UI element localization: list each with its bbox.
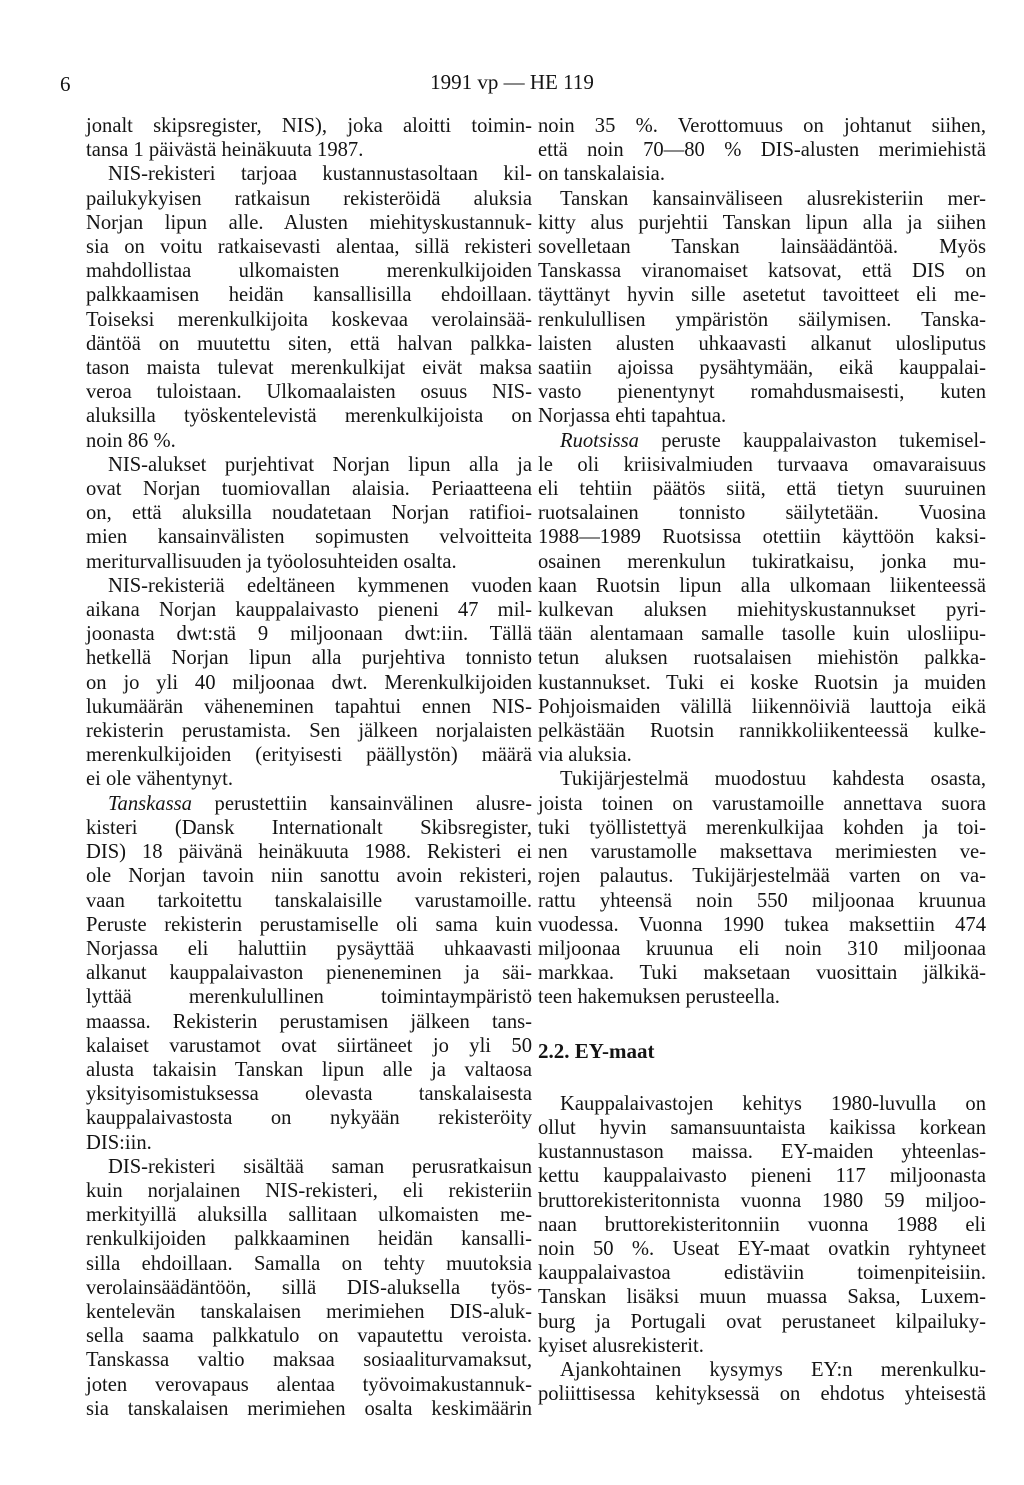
- text-line: on tanskalaisia.: [538, 163, 665, 186]
- text-line: tetun aluksen ruotsalaisen miehistön palkka-: [538, 647, 986, 670]
- text-line: Tanskan lisäksi muun muassa Saksa, Luxem-: [538, 1286, 986, 1309]
- text-line: Tanskassa viranomaiset katsovat, että DIS on: [538, 260, 986, 283]
- text-line: on jo yli 40 miljoonaa dwt. Merenkulkijoiden: [86, 671, 532, 694]
- text-line: naan bruttorekisteritonniin vuonna 1988 eli: [538, 1213, 986, 1236]
- text-line: veroa tuloistaan. Ulkomaalaisten osuus NIS-: [86, 381, 532, 404]
- text-line: sella saama palkkatulo on vapautettu veroista.: [86, 1325, 532, 1348]
- text-line: lukumäärän väheneminen tapahtui ennen NIS-: [86, 695, 532, 718]
- text-line: burg ja Portugali ovat perustaneet kilpailuky-: [538, 1310, 986, 1333]
- text-line: vasto pienentynyt romahdusmaisesti, kuten: [538, 381, 986, 404]
- page-number: 6: [60, 72, 71, 96]
- text-line: pelkästään Ruotsin rannikkoliikenteessä kulke-: [538, 720, 986, 743]
- right-column-text-after-heading: [538, 1092, 986, 1407]
- text-line: poliittisessa kehityksessä on ehdotus yhteisestä: [538, 1383, 986, 1406]
- text-line: kentelevän tanskalaisen merimiehen DIS-aluk-: [86, 1300, 532, 1323]
- text-line: vaan tarkoitettu tanskalaisille varustamoille.: [86, 889, 532, 912]
- text-line: joten verovapaus alentaa työvoimakustannuk-: [86, 1373, 532, 1396]
- text-line: saatiin ajoissa pysähtymään, eikä kauppalai-: [538, 357, 986, 380]
- text-line: Ajankohtainen kysymys EY:n merenkulku-: [560, 1358, 986, 1381]
- text-line: tuki työllistettyä merenkulkijaa kohden ja toi-: [538, 816, 986, 839]
- text-line: renkulullisen ympäristön säilymisen. Tanska-: [538, 308, 986, 331]
- running-header: 1991 vp — HE 119: [430, 70, 594, 94]
- text-line: palkkaamisen heidän kansallisilla ehdoillaan.: [86, 284, 532, 307]
- text-line: däntöä on muutettu siten, että halvan palkka-: [86, 332, 532, 355]
- italic-country-name: Ruotsissa: [560, 429, 639, 452]
- text-line: silla ehdoillaan. Samalla on tehty muutoksia: [86, 1252, 532, 1275]
- text-line: tään alentamaan samalle tasolle kuin ulosliipu-: [538, 623, 986, 646]
- text-line: Tukijärjestelmä muodostuu kahdesta osasta,: [560, 768, 986, 791]
- text-line: rojen palautus. Tukijärjestelmää varten on va-: [538, 865, 986, 888]
- text-line: ollut hyvin samansuuntaista kaikissa korkean: [538, 1116, 986, 1139]
- text-line: verolainsäädäntöön, sillä DIS-aluksella työs-: [86, 1276, 532, 1299]
- text-line: le oli kriisivalmiuden turvaava omavaraisuus: [538, 453, 986, 476]
- text-line: markkaa. Tuki maksetaan vuosittain jälkikä-: [538, 962, 986, 985]
- text-line: kisteri (Dansk Internationalt Skibsregister,: [86, 816, 532, 839]
- text-line: Norjassa ehti tapahtua.: [538, 405, 727, 428]
- text-line: alusta takaisin Tanskan lipun alle ja valtaosa: [86, 1058, 532, 1081]
- text-line: maassa. Rekisterin perustamisen jälkeen tans-: [86, 1010, 532, 1033]
- text-line: jonalt skipsregister, NIS), joka aloitti toimin-: [86, 115, 532, 137]
- text-line: renkulkijoiden palkkaaminen heidän kansalli-: [86, 1228, 532, 1251]
- text-line: [538, 429, 986, 453]
- text-line: ole Norjan tavoin niin sanottu avoin rekisteri,: [86, 865, 532, 888]
- text-line: sia on voitu ratkaisevasti alentaa, sillä rekisteri: [86, 236, 532, 259]
- text-line: NIS-rekisteri tarjoaa kustannustasoltaan kil-: [108, 163, 532, 186]
- text-line: joista toinen on varustamoille annettava suora: [538, 792, 986, 815]
- text-line: DIS) 18 päivänä heinäkuuta 1988. Rekisteri ei: [86, 841, 532, 864]
- text-line: Pohjoismaiden välillä liikennöiviä lauttoja eikä: [538, 695, 986, 718]
- text-line: osainen merenkulun tukiratkaisu, jonka mu-: [538, 550, 986, 573]
- text-line: miljoonaa kruunua eli noin 310 miljoonaa: [538, 937, 986, 960]
- text-line: mahdollistaa ulkomaisten merenkulkijoiden: [86, 260, 532, 283]
- text-line: merkityillä aluksilla sallitaan ulkomaisten me-: [86, 1204, 532, 1227]
- text-line: tason maista tulevat merenkulkijat eivät maksa: [86, 357, 532, 380]
- text-line: Toiseksi merenkulkijoita koskevaa verolainsää-: [86, 308, 532, 331]
- text-line: hetkellä Norjan lipun alla purjehtiva tonnisto: [86, 647, 532, 670]
- text-line: kustannustason maissa. EY-maiden yhteenlas-: [538, 1141, 986, 1164]
- text-line: pailukykyisen ratkaisun rekisteröidä aluksia: [86, 187, 532, 210]
- text-line: vuodessa. Vuonna 1990 tukea maksettiin 474: [538, 913, 986, 936]
- text-line: Tanskan kansainväliseen alusrekisteriin mer-: [560, 187, 986, 210]
- text-line: DIS-rekisteri sisältää saman perusratkaisun: [108, 1155, 532, 1178]
- text-line: sia tanskalaisen merimiehen osalta keskimäärin: [86, 1397, 532, 1420]
- text-line: kauppalaivastosta on nykyään rekisteröity: [86, 1107, 532, 1130]
- right-column: [538, 114, 986, 1406]
- text-line: että noin 70—80 % DIS-alusten merimiehistä: [538, 139, 986, 162]
- text-line: kalaiset varustamot ovat siirtäneet jo yli 50: [86, 1034, 532, 1057]
- text-line: bruttorekisteritonnista vuonna 1980 59 miljoo-: [538, 1189, 986, 1212]
- text-line: kauppalaivastoa edistäviin toimenpiteisiin.: [538, 1262, 986, 1285]
- text-line: teen hakemuksen perusteella.: [538, 986, 780, 1009]
- text-line: aluksilla työskentelevistä merenkulkijoista on: [86, 405, 532, 428]
- text-line: rekisterin perustamista. Sen jälkeen norjalaisten: [86, 720, 532, 743]
- text-line: sovelletaan Tanskan lainsäädäntöä. Myös: [538, 236, 986, 259]
- text-line: ovat Norjan tuomiovallan alaisia. Periaatteena: [86, 478, 532, 501]
- text-line: yksityisomistuksessa olevasta tanskalaisesta: [86, 1083, 532, 1106]
- text-line: on, että aluksilla noudatetaan Norjan ratifioi-: [86, 502, 532, 525]
- text-line: kettu kauppalaivasto pieneni 117 miljoonasta: [538, 1165, 986, 1188]
- text-line: noin 86 %.: [86, 429, 176, 452]
- text-line: kaan Ruotsin lipun alla ulkomaan liikenteessä: [538, 574, 986, 597]
- left-column: [86, 114, 532, 1421]
- text-line: Norjan lipun alle. Alusten miehityskustannuk-: [86, 211, 532, 234]
- text-line: DIS:iin.: [86, 1131, 152, 1154]
- text-line: rattu yhteensä noin 550 miljoonaa kruunua: [538, 889, 986, 912]
- text-line: via aluksia.: [538, 744, 632, 767]
- text-line: [86, 792, 532, 816]
- text-line: noin 35 %. Verottomuus on johtanut siihen,: [538, 115, 986, 137]
- text-line: 1988—1989 Ruotsissa otettiin käyttöön kaksi-: [538, 526, 986, 549]
- text-line: kulkevan aluksen miehityskustannukset pyri-: [538, 599, 986, 622]
- text-line: aikana Norjan kauppalaivasto pieneni 47 mil-: [86, 599, 532, 622]
- text-line: kyiset alusrekisterit.: [538, 1334, 704, 1357]
- text-line: kuin norjalainen NIS-rekisteri, eli rekisteriin: [86, 1179, 532, 1202]
- text-line: meriturvallisuuden ja työolosuhteiden osalta.: [86, 550, 457, 573]
- text-line: NIS-alukset purjehtivat Norjan lipun alla ja: [108, 453, 532, 476]
- text-line: ei ole vähentynyt.: [86, 768, 233, 791]
- text-line: nen varustamolle maksettava merimiesten ve-: [538, 841, 986, 864]
- text-line: NIS-rekisteriä edeltäneen kymmenen vuoden: [108, 574, 532, 597]
- text-line: alkanut kauppalaivaston pieneneminen ja säi-: [86, 962, 532, 985]
- italic-country-name: Tanskassa: [108, 792, 192, 815]
- text-line: joonasta dwt:stä 9 miljoonaan dwt:iin. Tällä: [86, 623, 532, 646]
- text-line: Kauppalaivastojen kehitys 1980-luvulla on: [560, 1092, 986, 1115]
- text-line: kustannukset. Tuki ei koske Ruotsin ja muiden: [538, 671, 986, 694]
- text-line: Tanskassa valtio maksaa sosiaaliturvamaksut,: [86, 1349, 532, 1372]
- text-line: Norjassa eli haluttiin pysäyttää uhkaavasti: [86, 937, 532, 960]
- text-line: laisten alusten uhkaavasti alkanut ulosliputus: [538, 332, 986, 355]
- text-line: lyttää merenkulullinen toimintaympäristö: [86, 986, 532, 1009]
- line-text: peruste kauppalaivaston tukemisel-: [638, 429, 986, 452]
- text-line: tansa 1 päivästä heinäkuuta 1987.: [86, 139, 364, 162]
- text-line: Peruste rekisterin perustamiselle oli sama kuin: [86, 913, 532, 936]
- section-heading: 2.2. EY-maat: [538, 1038, 655, 1063]
- right-column-text: [538, 114, 986, 1010]
- text-line: noin 50 %. Useat EY-maat ovatkin ryhtyneet: [538, 1237, 986, 1260]
- text-line: ruotsalainen tonnisto säilytetään. Vuosina: [538, 502, 986, 525]
- text-line: täyttänyt hyvin sille asetetut tavoitteet eli me-: [538, 284, 986, 307]
- text-line: eli tehtiin päätös siitä, että tietyn suuruinen: [538, 478, 986, 501]
- text-line: kitty alus purjehtii Tanskan lipun alla ja siihen: [538, 211, 986, 234]
- text-line: mien kansainvälisten sopimusten velvoitteita: [86, 526, 532, 549]
- text-line: merenkulkijoiden (erityisesti päällystön) määrä: [86, 744, 532, 767]
- line-text: perustettiin kansainvälinen alusre-: [191, 792, 532, 815]
